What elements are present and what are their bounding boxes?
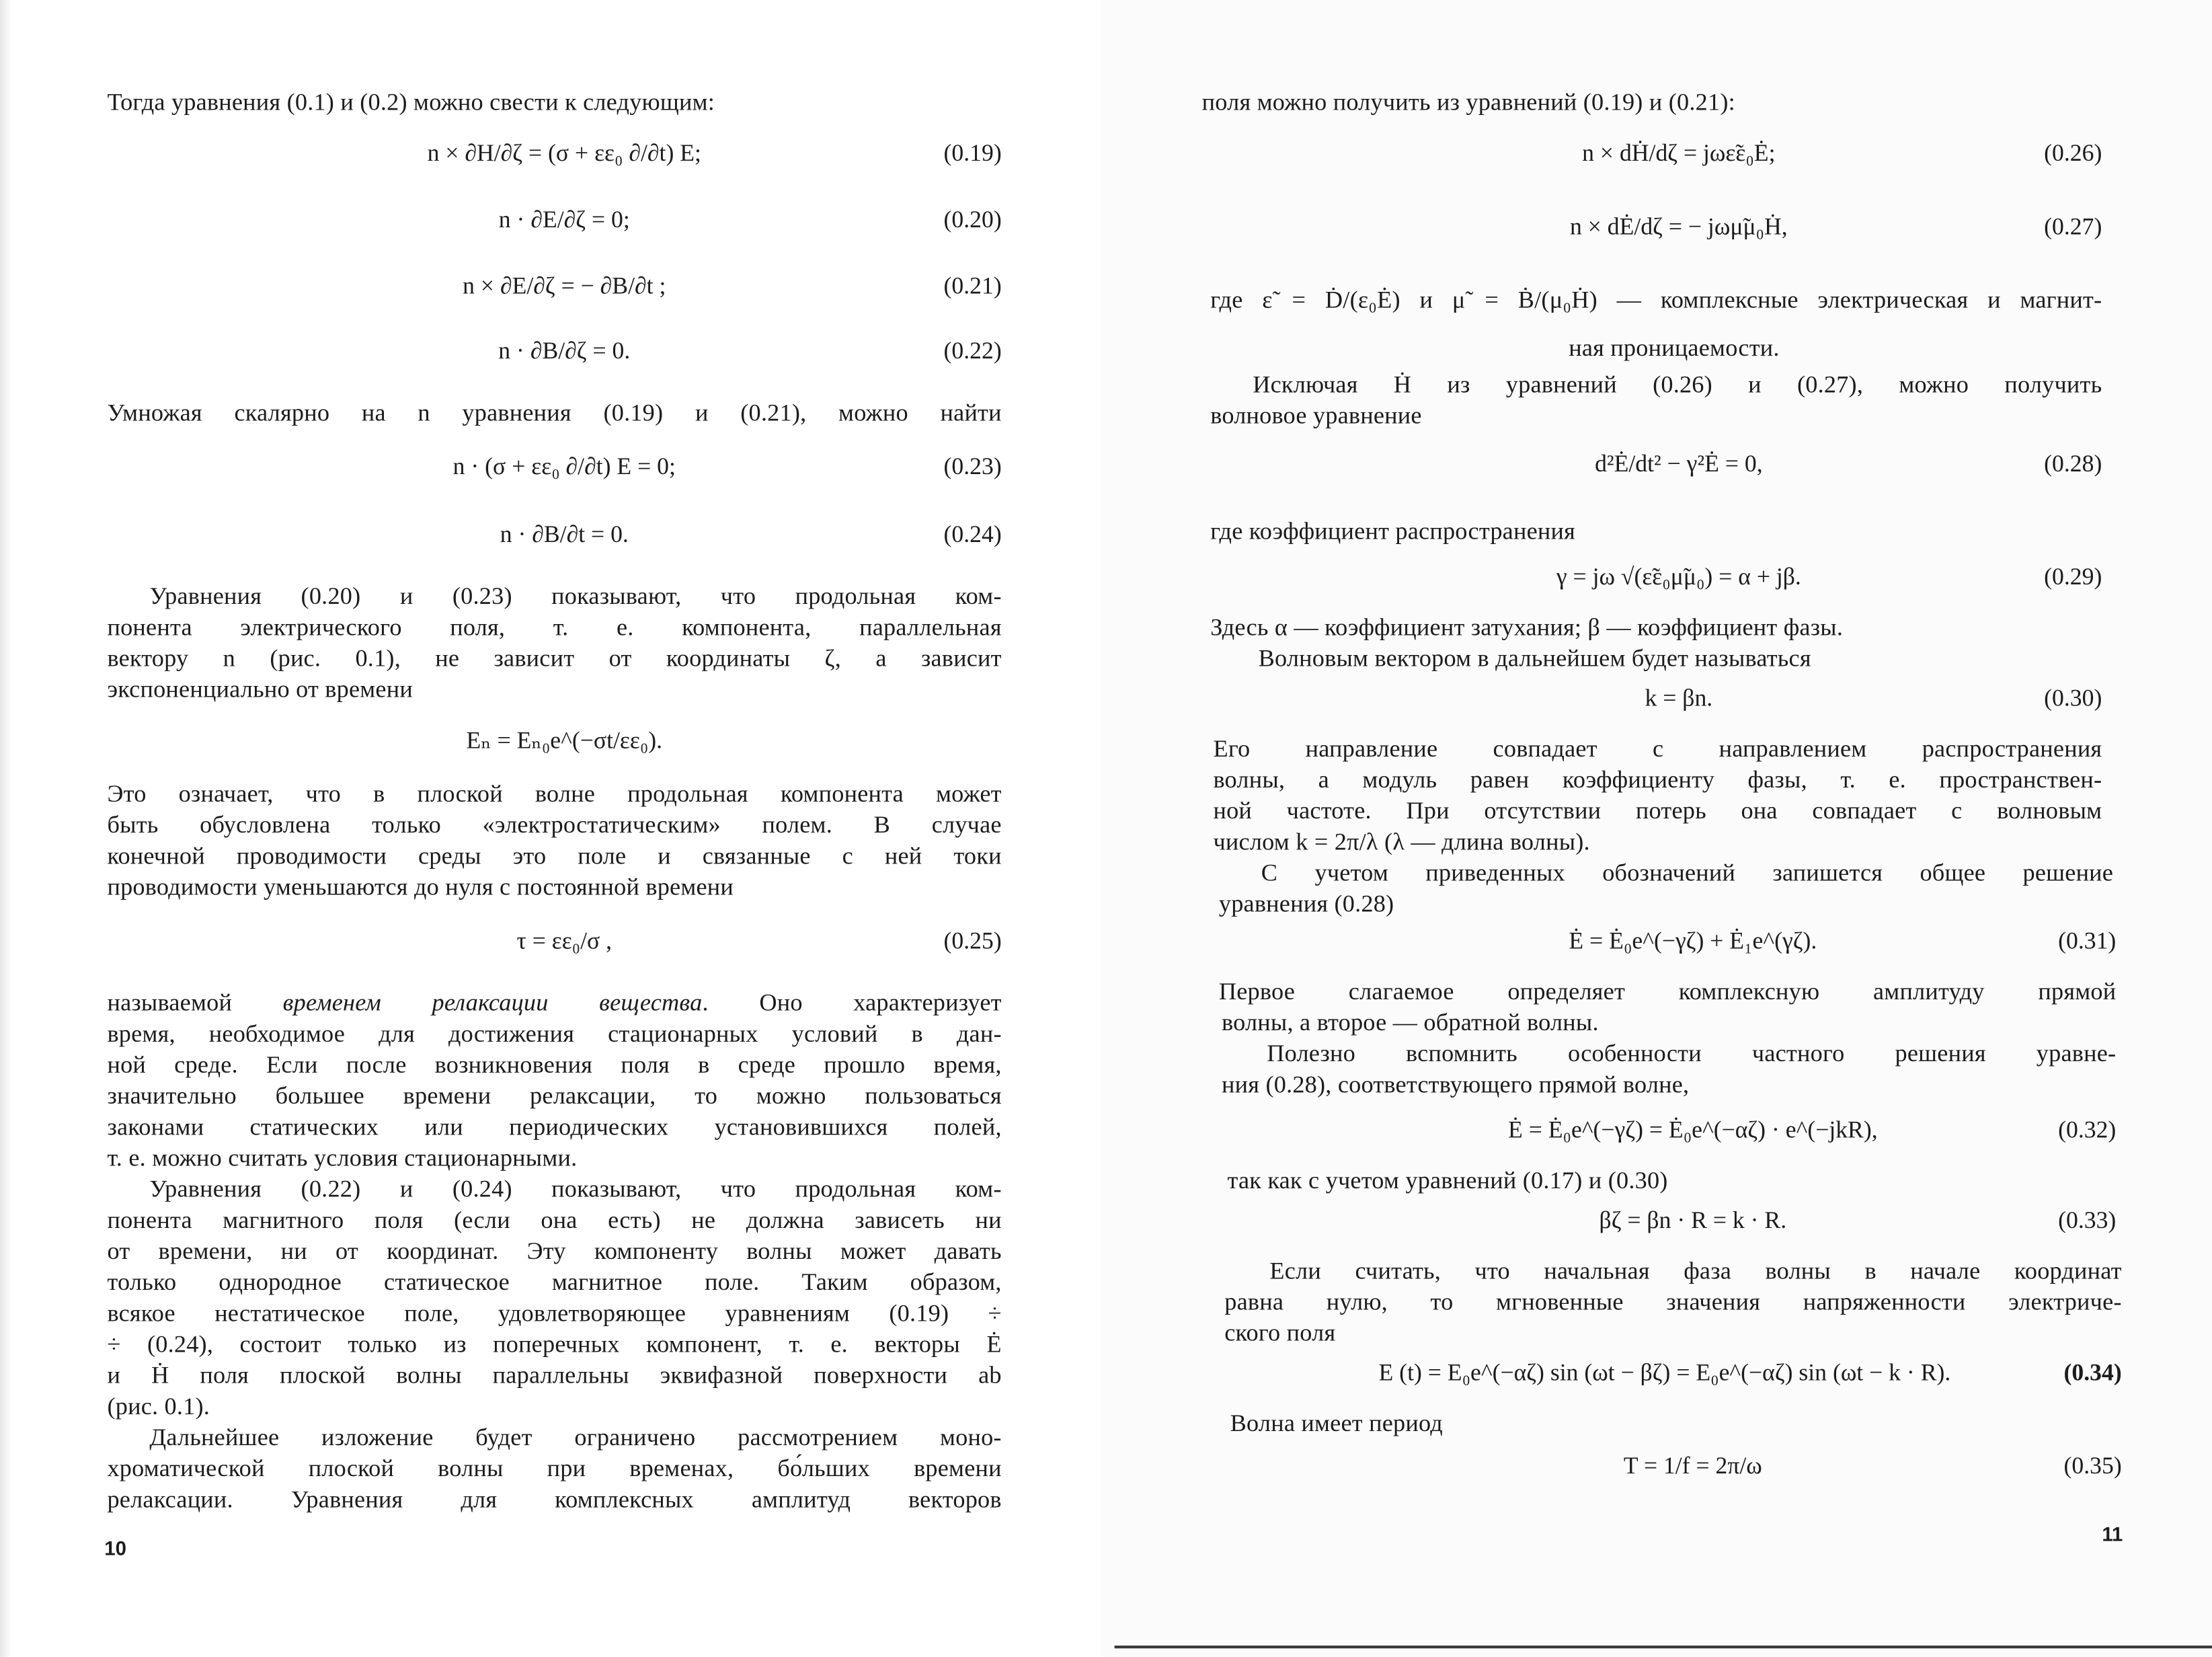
paragraph-line: Полезно вспомнить особенности частного решения уравне- xyxy=(1267,1040,2117,1067)
multiply-line: Умножая скалярно на n уравнения (0.19) и (0.21), можно найти xyxy=(107,399,1002,426)
where-line: где ε̃ = Ḋ/(ε₀Ė) и μ̃ = Ḃ/(μ₀Ḣ) — комплексные электрическая и магнит- xyxy=(1210,286,2102,313)
paragraph-line: где коэффициент распространения xyxy=(1210,518,1576,545)
paragraph-line: ского поля xyxy=(1224,1319,1336,1347)
paragraph-line: Если считать, что начальная фаза волны в начале координат xyxy=(1269,1257,2122,1284)
paragraph-line: понента магнитного поля (если она есть) не должна зависеть ни xyxy=(107,1206,1002,1234)
paragraph-line: Первое слагаемое определяет комплексную амплитуду прямой xyxy=(1218,978,2117,1005)
paragraph-line: быть обусловлена только «электростатическим» полем. В случае xyxy=(107,811,1002,839)
equation-number: (0.33) xyxy=(2058,1206,2117,1234)
equation-0-32: Ė = Ė₀e^(−γζ) = Ė₀e^(−αζ) · e^(−jkR), xyxy=(1508,1116,1878,1143)
equation-0-27: n × dĖ/dζ = − jωμ̃μ₀Ḣ, xyxy=(1570,213,1788,240)
page-bottom-edge xyxy=(1115,1646,2212,1648)
paragraph-line: ной среде. Если после возникновения поля в среде прошло время, xyxy=(107,1051,1002,1079)
where-line: ная проницаемости. xyxy=(1569,334,1780,362)
equation-number: (0.26) xyxy=(2044,139,2102,167)
page-number: 11 xyxy=(2102,1523,2123,1546)
equation-number: (0.34) xyxy=(2063,1358,2122,1386)
paragraph-line: и Ḣ поля плоской волны параллельны эквифазной поверхности ab xyxy=(107,1362,1002,1389)
paragraph-line: Его направление совпадает с направлением распространения xyxy=(1213,735,2102,763)
paragraph-line: так как с учетом уравнений (0.17) и (0.30) xyxy=(1227,1167,1668,1194)
paragraph-line: Исключая Ḣ из уравнений (0.26) и (0.27), можно получить xyxy=(1253,371,2102,398)
paragraph-line: конечной проводимости среды это поле и связанные с ней токи xyxy=(107,842,1002,870)
equation-0-29: γ = jω √(ε̃ε₀μ̃μ₀) = α + jβ. xyxy=(1556,563,1801,590)
emphasis: временем релаксации вещества xyxy=(282,989,703,1017)
equation-number: (0.23) xyxy=(943,453,1002,480)
equation-0-28: d²Ė/dt² − γ²Ė = 0, xyxy=(1595,450,1763,477)
paragraph-line: уравнения (0.28) xyxy=(1218,890,1394,918)
equation-0-34: E (t) = E₀e^(−αζ) sin (ωt − βζ) = E₀e^(−αζ) sin (ωt − k · R). xyxy=(1378,1358,1951,1386)
equation-0-24: n · ∂B/∂t = 0. xyxy=(500,521,629,548)
paragraph-line: законами статических или периодических установившихся полей, xyxy=(107,1113,1002,1141)
equation-number: (0.19) xyxy=(943,139,1002,167)
equation-number: (0.29) xyxy=(2044,563,2102,590)
paragraph-line: равна нулю, то мгновенные значения напряженности электриче- xyxy=(1224,1288,2122,1315)
paragraph-line: проводимости уменьшаются до нуля с постоянной времени xyxy=(107,874,734,900)
paragraph-line: хроматической плоской волны при временах, бо́льших времени xyxy=(107,1455,1002,1482)
equation-0-26: n × dḢ/dζ = jωε̃ε₀Ė; xyxy=(1582,139,1776,167)
equation-number: (0.27) xyxy=(2044,213,2102,240)
paragraph-line: значительно большее времени релаксации, то можно пользоваться xyxy=(107,1082,1002,1110)
paragraph-line: Дальнейшее изложение будет ограничено рассмотрением моно- xyxy=(149,1424,1002,1451)
equation-number: (0.28) xyxy=(2044,450,2102,477)
paragraph-line: ной частоте. При отсутствии потерь она совпадает с волновым xyxy=(1213,797,2102,824)
paragraph-line: ÷ (0.24), состоит только из поперечных компонент, т. е. векторы Ė xyxy=(107,1331,1002,1358)
equation-number: (0.24) xyxy=(943,521,1002,548)
paragraph-line: понента электрического поля, т. е. компонента, параллельная xyxy=(107,613,1002,641)
right-page xyxy=(1101,0,2212,1657)
paragraph-line: релаксации. Уравнения для комплексных амплитуд векторов xyxy=(107,1486,1002,1513)
paragraph-line: только однородное статическое магнитное поле. Таким образом, xyxy=(107,1268,1002,1296)
equation-number: (0.32) xyxy=(2058,1116,2117,1143)
equation-number: (0.25) xyxy=(943,927,1002,954)
equation-0-25: τ = εε₀/σ , xyxy=(516,927,613,954)
text-run: называемой xyxy=(107,989,283,1017)
paragraph-line: ния (0.28), соответствующего прямой волне, xyxy=(1222,1071,1690,1098)
paragraph-line: вектору n (рис. 0.1), не зависит от координаты ζ, а зависит xyxy=(107,645,1002,672)
equation-0-33: βζ = βn · R = k · R. xyxy=(1599,1206,1787,1234)
paragraph-line: всякое нестатическое поле, удовлетворяющее уравнениям (0.19) ÷ xyxy=(107,1299,1002,1327)
equation-number: (0.21) xyxy=(943,272,1002,299)
paragraph-line: Это означает, что в плоской волне продольная компонента может xyxy=(107,780,1002,808)
paragraph-line: экспоненциально от времени xyxy=(107,676,413,703)
equation-0-20: n · ∂E/∂ζ = 0; xyxy=(498,206,630,233)
paragraph-line: (рис. 0.1). xyxy=(107,1393,210,1420)
paragraph-line: числом k = 2π/λ (λ — длина волны). xyxy=(1213,828,1590,855)
paragraph-line: волны, а модуль равен коэффициенту фазы, т. е. пространствен- xyxy=(1213,766,2102,794)
equation-number: (0.20) xyxy=(943,206,1002,233)
equation-0-35: T = 1/f = 2π/ω xyxy=(1623,1452,1762,1479)
paragraph-line: Волновым вектором в дальнейшем будет называться xyxy=(1258,645,1811,672)
paragraph-line: волновое уравнение xyxy=(1210,402,1422,429)
equation-0-19: n × ∂H/∂ζ = (σ + εε₀ ∂/∂t) E; xyxy=(427,139,701,167)
intro-line: Тогда уравнения (0.1) и (0.2) можно свести к следующим: xyxy=(107,89,715,116)
paragraph-line: Волна имеет период xyxy=(1230,1410,1443,1437)
equation-number: (0.35) xyxy=(2063,1452,2122,1479)
paragraph-line: волны, а второе — обратной волны. xyxy=(1222,1009,1599,1036)
paragraph-line: Здесь α — коэффициент затухания; β — коэффициент фазы. xyxy=(1210,613,1844,641)
paragraph-line: время, необходимое для достижения стационарных условий в дан- xyxy=(107,1020,1002,1048)
equation-0-31: Ė = Ė₀e^(−γζ) + Ė₁e^(γζ). xyxy=(1569,927,1817,954)
equation-0-30: k = βn. xyxy=(1645,684,1713,711)
page-number: 10 xyxy=(104,1537,126,1559)
page-edge-shadow xyxy=(0,0,11,1657)
equation-number: (0.22) xyxy=(943,337,1002,364)
paragraph-line: Уравнения (0.22) и (0.24) показывают, что продольная ком- xyxy=(149,1176,1002,1203)
equation-0-22: n · ∂B/∂ζ = 0. xyxy=(498,337,631,364)
paragraph-line: Уравнения (0.20) и (0.23) показывают, что продольная ком- xyxy=(149,582,1002,610)
text-run: . Оно характеризует xyxy=(702,989,1002,1017)
equation-0-23: n · (σ + εε₀ ∂/∂t) E = 0; xyxy=(452,453,676,480)
paragraph-line: С учетом приведенных обозначений запишется общее решение xyxy=(1261,859,2114,886)
equation-number: (0.30) xyxy=(2044,684,2102,711)
equation-en: Eₙ = Eₙ₀e^(−σt/εε₀). xyxy=(466,726,663,754)
equation-0-21: n × ∂E/∂ζ = − ∂B/∂t ; xyxy=(463,272,666,299)
paragraph-line xyxy=(107,988,1001,1019)
paragraph-line: т. е. можно считать условия стационарными. xyxy=(107,1144,578,1171)
paragraph-line: от времени, ни от координат. Эту компоненту волны может давать xyxy=(107,1237,1002,1265)
left-page xyxy=(0,0,1101,1657)
equation-number: (0.31) xyxy=(2058,927,2117,954)
intro-line: поля можно получить из уравнений (0.19) и (0.21): xyxy=(1201,89,1735,116)
